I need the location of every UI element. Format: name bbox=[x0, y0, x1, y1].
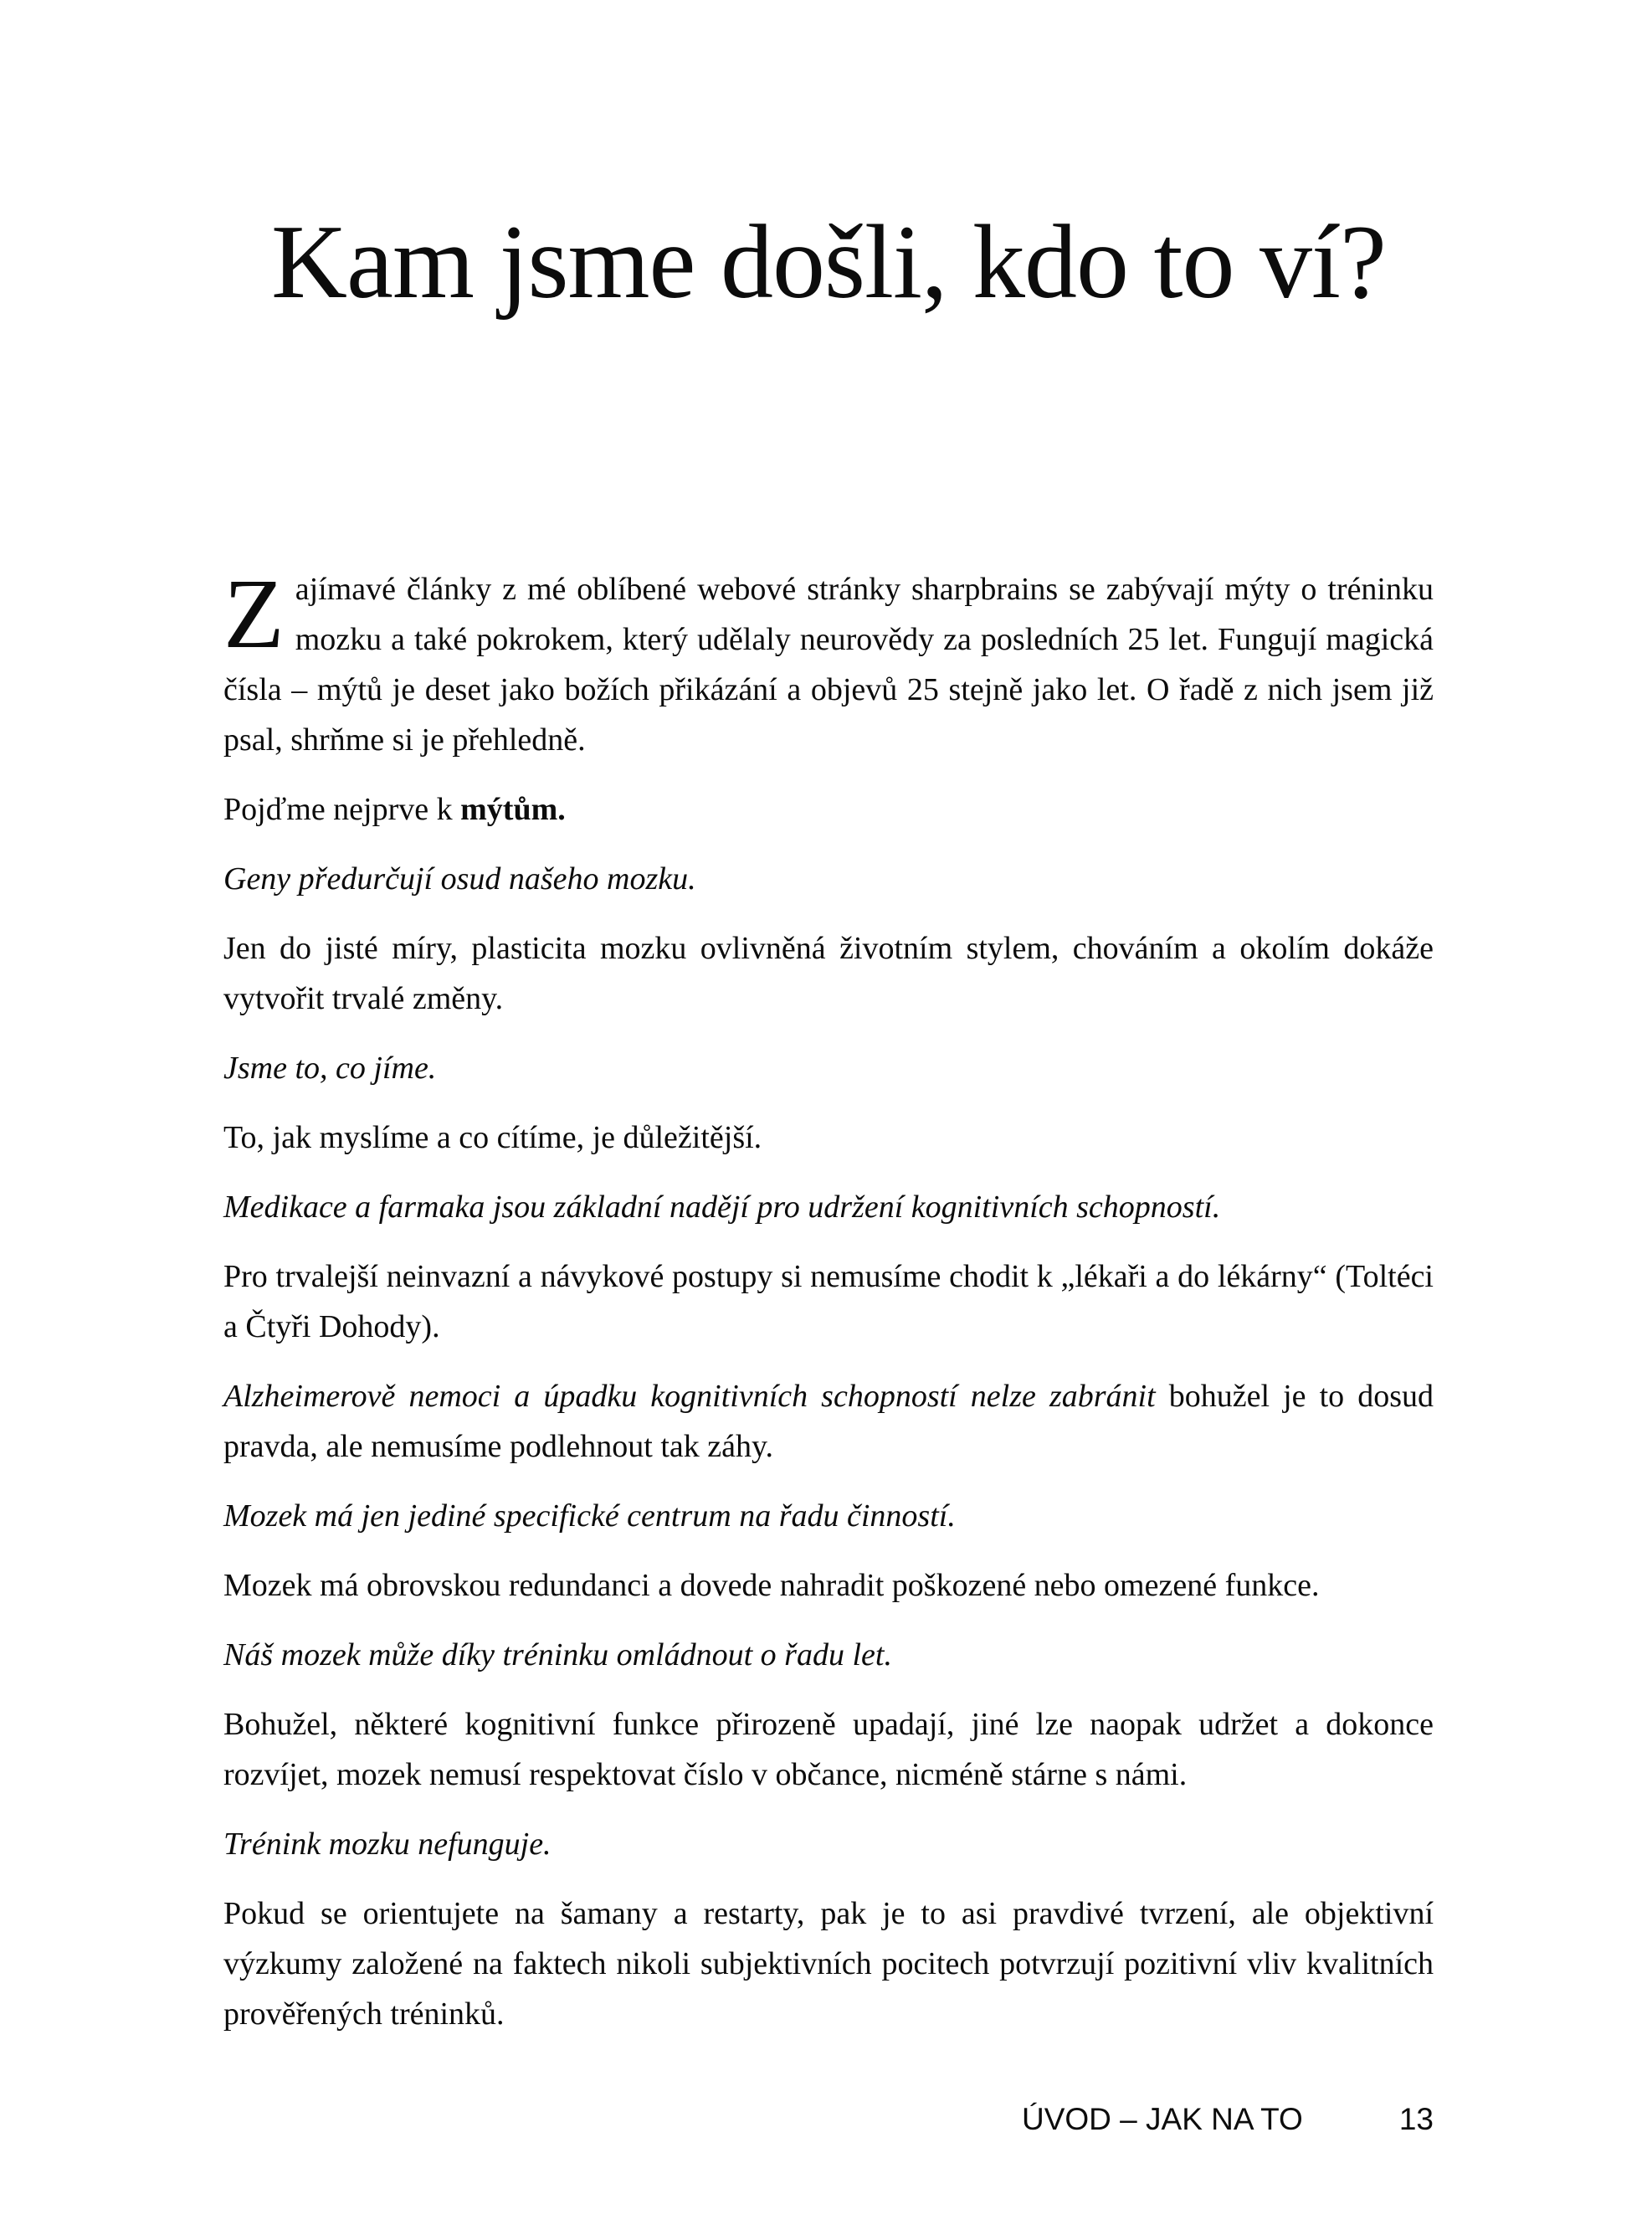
chapter-body bbox=[223, 558, 1434, 2039]
myth-response-inline: bohužel je to dosud pravda, ale nemusíme podlehnout tak záhy. bbox=[223, 1379, 1434, 1465]
running-footer bbox=[223, 2103, 1434, 2137]
myth-response: Jen do jisté míry, plasticita mozku ovlivněná životním stylem, chováním a okolím dokáže vytvořit trvalé změny. bbox=[223, 931, 1434, 1017]
myth-statement: Trénink mozku nefunguje. bbox=[223, 1827, 552, 1863]
myth-response: Mozek má obrovskou redundanci a dovede nahradit poškozené nebo omezené funkce. bbox=[223, 1568, 1320, 1604]
myth-statement: Jsme to, co jíme. bbox=[223, 1051, 437, 1087]
myth-list bbox=[223, 854, 1434, 2039]
page-number: 13 bbox=[1398, 2102, 1434, 2136]
myth-statement: Medikace a farmaka jsou základní nadějí pro udržení kognitivních schopností. bbox=[223, 1190, 1221, 1225]
myth-response bbox=[223, 1371, 1434, 1472]
myth-statement-inline: Alzheimerově nemoci a úpadku kognitivních schopností nelze zabránit bbox=[223, 1379, 1156, 1415]
chapter-title: Kam jsme došli, kdo to ví? bbox=[271, 204, 1386, 321]
myth-response: To, jak myslíme a co cítíme, je důležitější. bbox=[223, 1120, 762, 1156]
lead-paragraph bbox=[223, 784, 1434, 835]
intro-text: ajímavé články z mé oblíbené webové stránky sharpbrains se zabývají mýty o tréninku mozku a také pokrokem, který udělaly neurovědy za posledních 25 let. Fungují magická čísla – mýtů je deset jako božích přikázání a objevů 25 stejně jako let. O řadě z nich jsem již psal, shrňme si je přehledně. bbox=[223, 572, 1434, 758]
intro-paragraph bbox=[223, 558, 1434, 765]
lead-text: Pojďme nejprve k bbox=[223, 792, 461, 828]
myth-response: Pokud se orientujete na šamany a restarty, pak je to asi pravdivé tvrzení, ale objektivní výzkumy založené na faktech nikoli subjektivních pocitech potvrzují pozitivní vliv kvalitních prověřených tréninků. bbox=[223, 1896, 1434, 2032]
myth-statement: Geny předurčují osud našeho mozku. bbox=[223, 861, 696, 897]
lead-bold-text: mýtům. bbox=[460, 792, 566, 828]
myth-statement: Mozek má jen jediné specifické centrum na řadu činností. bbox=[223, 1498, 956, 1534]
drop-cap: Z bbox=[223, 558, 285, 670]
myth-response: Bohužel, některé kognitivní funkce přirozeně upadají, jiné lze naopak udržet a dokonce rozvíjet, mozek nemusí respektovat číslo v občance, nicméně stárne s námi. bbox=[223, 1707, 1434, 1793]
section-label: ÚVOD – JAK NA TO bbox=[1021, 2102, 1303, 2136]
myth-response: Pro trvalejší neinvazní a návykové postupy si nemusíme chodit k „lékaři a do lékárny“ (Toltéci a Čtyři Dohody). bbox=[223, 1259, 1434, 1345]
myth-statement: Náš mozek může díky tréninku omládnout o řadu let. bbox=[223, 1637, 892, 1673]
